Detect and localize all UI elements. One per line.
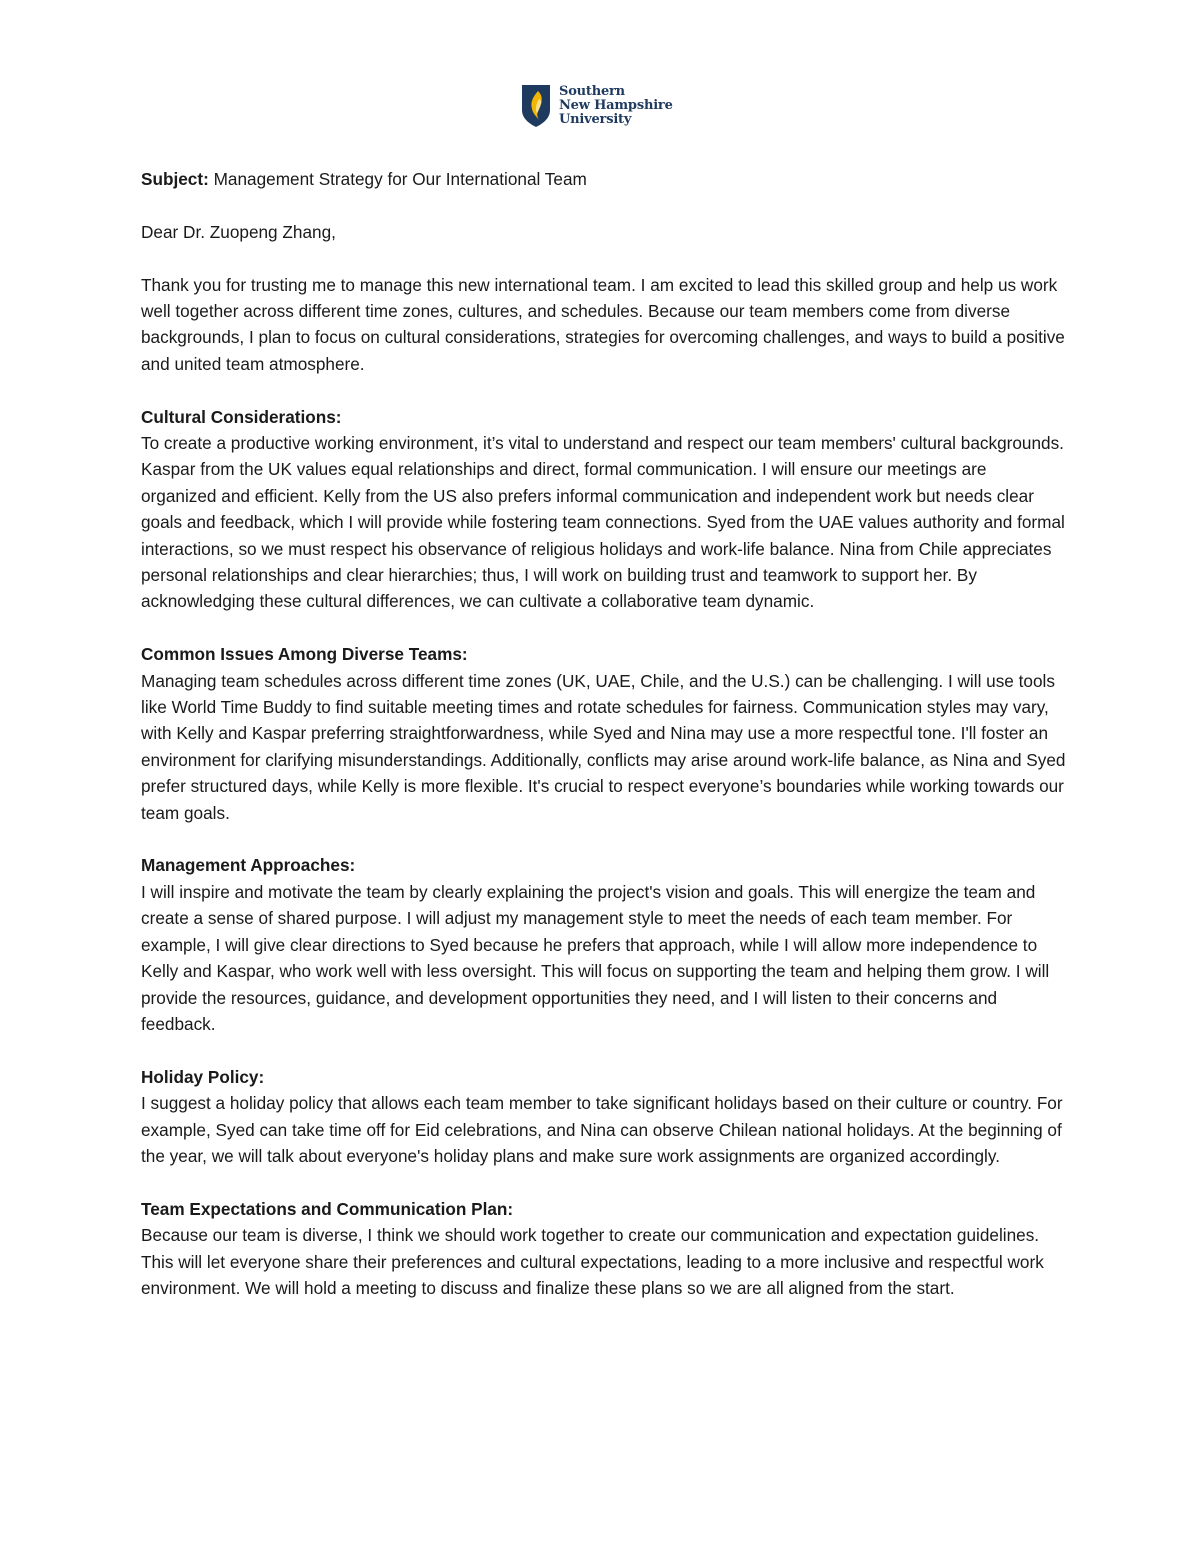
- logo-line-2: New Hampshire: [559, 98, 673, 113]
- section-heading-holiday: Holiday Policy:: [141, 1066, 265, 1087]
- section-heading-common-issues: Common Issues Among Diverse Teams:: [141, 644, 468, 665]
- subject-text: Management Strategy for Our International Team: [213, 169, 587, 189]
- section-body-holiday: I suggest a holiday policy that allows each team member to take significant holidays based on their culture or country. For example, Syed can take time off for Eid celebrations, and Nina can observe Chilean national holidays. At the beginning of the year, we will talk about everyone's holiday plans and make sure work assignments are organized accordingly.: [141, 1093, 1063, 1166]
- greeting: Dear Dr. Zuopeng Zhang,: [141, 221, 336, 242]
- university-logo: [521, 84, 691, 132]
- section-body-cultural: To create a productive working environment, it’s vital to understand and respect our team members' cultural backgrounds. Kaspar from the UK values equal relationships and direct, formal communication. I will ensure our meetings are organized and efficient. Kelly from the US also prefers informal communication and independent work but needs clear goals and feedback, which I will provide while fostering team connections. Syed from the UAE values authority and formal interactions, so we must respect his observance of religious holidays and work-life balance. Nina from Chile appreciates personal relationships and clear hierarchies; thus, I will work on building trust and teamwork to support her. By acknowledging these cultural differences, we can cultivate a collaborative team dynamic.: [141, 433, 1065, 612]
- section-body-common-issues: Managing team schedules across different time zones (UK, UAE, Chile, and the U.S.) can be challenging. I will use tools like World Time Buddy to find suitable meeting times and rotate schedules for fairness. Communication styles may vary, with Kelly and Kaspar preferring straightforwardness, while Syed and Nina may use a more respectful tone. I'll foster an environment for clarifying misunderstandings. Additionally, conflicts may arise around work-life balance, as Nina and Syed prefer structured days, while Kelly is more flexible. It's crucial to respect everyone’s boundaries while working towards our team goals.: [141, 670, 1066, 823]
- section-heading-management: Management Approaches:: [141, 855, 356, 876]
- intro-paragraph: Thank you for trusting me to manage this new international team. I am excited to lead this skilled group and help us work well together across different time zones, cultures, and schedules. Because our team members come from diverse backgrounds, I plan to focus on cultural considerations, strategies for overcoming challenges, and ways to build a positive and united team atmosphere.: [141, 274, 1065, 374]
- section-body-expectations: Because our team is diverse, I think we should work together to create our communication and expectation guidelines. This will let everyone share their preferences and cultural expectations, leading to a more inclusive and respectful work environment. We will hold a meeting to discuss and finalize these plans so we are all aligned from the start.: [141, 1225, 1044, 1298]
- subject-line: [141, 166, 1066, 192]
- subject-label: Subject:: [141, 169, 209, 189]
- logo-wordmark: [559, 85, 673, 127]
- section-heading-cultural: Cultural Considerations:: [141, 406, 342, 427]
- logo-line-1: Southern: [559, 84, 625, 99]
- letter-body: [141, 166, 1066, 1328]
- section-body-management: I will inspire and motivate the team by clearly explaining the project's vision and goals. This will energize the team and create a sense of shared purpose. I will adjust my management style to meet the needs of each team member. For example, I will give clear directions to Syed because he prefers that approach, while I will allow more independence to Kelly and Kaspar, who work well with less oversight. This will focus on supporting the team and helping them grow. I will provide the resources, guidance, and development opportunities they need, and I will listen to their concerns and feedback.: [141, 881, 1050, 1034]
- logo-line-3: University: [559, 112, 632, 127]
- section-heading-expectations: Team Expectations and Communication Plan:: [141, 1198, 514, 1219]
- snhu-shield-flame-icon: [521, 84, 551, 128]
